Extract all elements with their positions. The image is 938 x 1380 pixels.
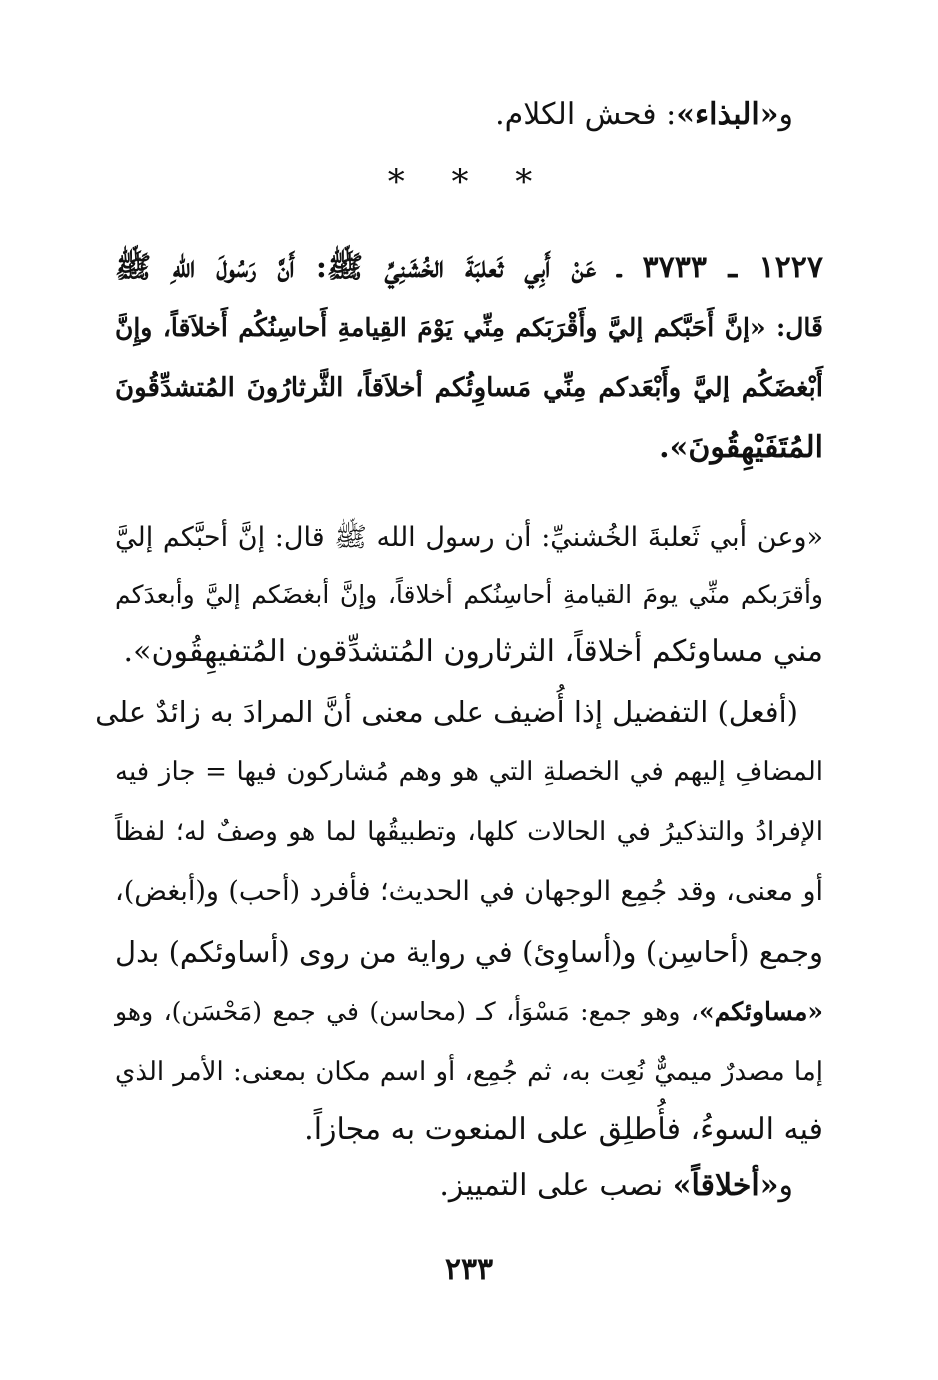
explanation-line xyxy=(304,1110,823,1150)
text-segment: و xyxy=(778,1168,793,1203)
commentary-text: «وعن أبي ثَعلبةَ الخُشنيِّ: أن رسول الله ﷺ قال: إنَّ أحبَّكم إليَّ xyxy=(115,522,823,553)
explanation-line xyxy=(115,752,823,792)
text-segment: : فحش الكلام. xyxy=(495,97,677,132)
explanation-text: وجمع (أحاسِن) و(أساوِئ) في رواية من روى (أساوئكم) بدل xyxy=(115,935,823,969)
hadith-number-and-chain: ١٢٢٧ ـ ٣٧٣٣ ـ عَنْ أَبِي ثَعلبَةَ الخُشَنِيِّ ﷺ: أَنَّ رَسُولَ اللهِ ﷺ xyxy=(115,250,823,285)
explanation-text: المضافِ إليهم في الخصلةِ التي هو وهم مُشاركون فيها = جاز فيه xyxy=(115,757,823,787)
commentary-line xyxy=(115,575,823,615)
hadith-text: قَال: «إنَّ أَحَبَّكم إليَّ وأَقْرَبَكم مِنِّي يَوْمَ القِيامةِ أَحاسِنُكُم أَخلاَقاً، وإِنَّ xyxy=(115,313,823,342)
commentary-text: وأقرَبكم منِّي يومَ القيامةِ أحاسِنُكم أخلاقاً، وإنَّ أبغضَكم إليَّ وأبعدَكم xyxy=(115,580,823,609)
explanation-line xyxy=(95,692,798,732)
page-number: ٢٣٣ xyxy=(444,1252,494,1287)
section-separator: * * * xyxy=(387,162,551,202)
text-segment: نصب على التمييز. xyxy=(439,1168,673,1203)
definition-line xyxy=(495,95,793,135)
explanation-line xyxy=(115,932,823,972)
bold-term: «البذاء» xyxy=(676,97,779,132)
bold-term: «مساوئكم» xyxy=(698,997,823,1026)
hadith-text: أَبْغضَكُم إليَّ وأَبْعَدكم مِنِّي مَساوِئُكم أخلاَقاً، الثَّرثارُونَ المُتشدِّقُونَ xyxy=(115,373,823,403)
hadith-line xyxy=(115,248,823,288)
commentary-text: مني مساوئكم أخلاقاً، الثرثارون المُتشدِّقون المُتفيهِقُون». xyxy=(123,634,823,669)
commentary-line xyxy=(124,632,823,672)
explanation-text: ، وهو جمع: مَسْوَأ، كـ (محاسن) في جمع (مَحْسَن)، وهو xyxy=(115,997,699,1026)
explanation-text: أو معنى، وقد جُمِع الوجهان في الحديث؛ فأفرد (أحب) و(أبغض)، xyxy=(115,876,823,907)
hadith-line xyxy=(115,368,823,408)
explanation-text: (أفعل) التفضيل إذا أُضيف على معنى أنَّ المرادَ به زائدٌ على xyxy=(95,695,798,729)
explanation-text: الإفرادُ والتذكيرُ في الحالات كلها، وتطبيقُها لما هو وصفٌ له؛ لفظاً xyxy=(115,817,823,847)
explanation-line xyxy=(115,992,823,1032)
explanation-text: فيه السوءُ، فأُطلِق على المنعوت به مجازاً. xyxy=(304,1112,823,1147)
hadith-line xyxy=(115,308,823,348)
explanation-text: إما مصدرٌ ميميٌّ نُعِت به، ثم جُمِع، أو اسم مكان بمعنى: الأمر الذي xyxy=(115,1057,823,1087)
grammar-note-line xyxy=(439,1166,793,1206)
hadith-line xyxy=(659,428,823,468)
explanation-line xyxy=(115,872,823,912)
hadith-text: المُتَفَيْهِقُونَ». xyxy=(659,430,823,465)
bold-term: «أخلاقاً» xyxy=(672,1168,779,1203)
explanation-line xyxy=(115,812,823,852)
text-segment: و xyxy=(778,97,793,132)
explanation-line xyxy=(115,1052,823,1092)
commentary-line xyxy=(115,518,823,558)
